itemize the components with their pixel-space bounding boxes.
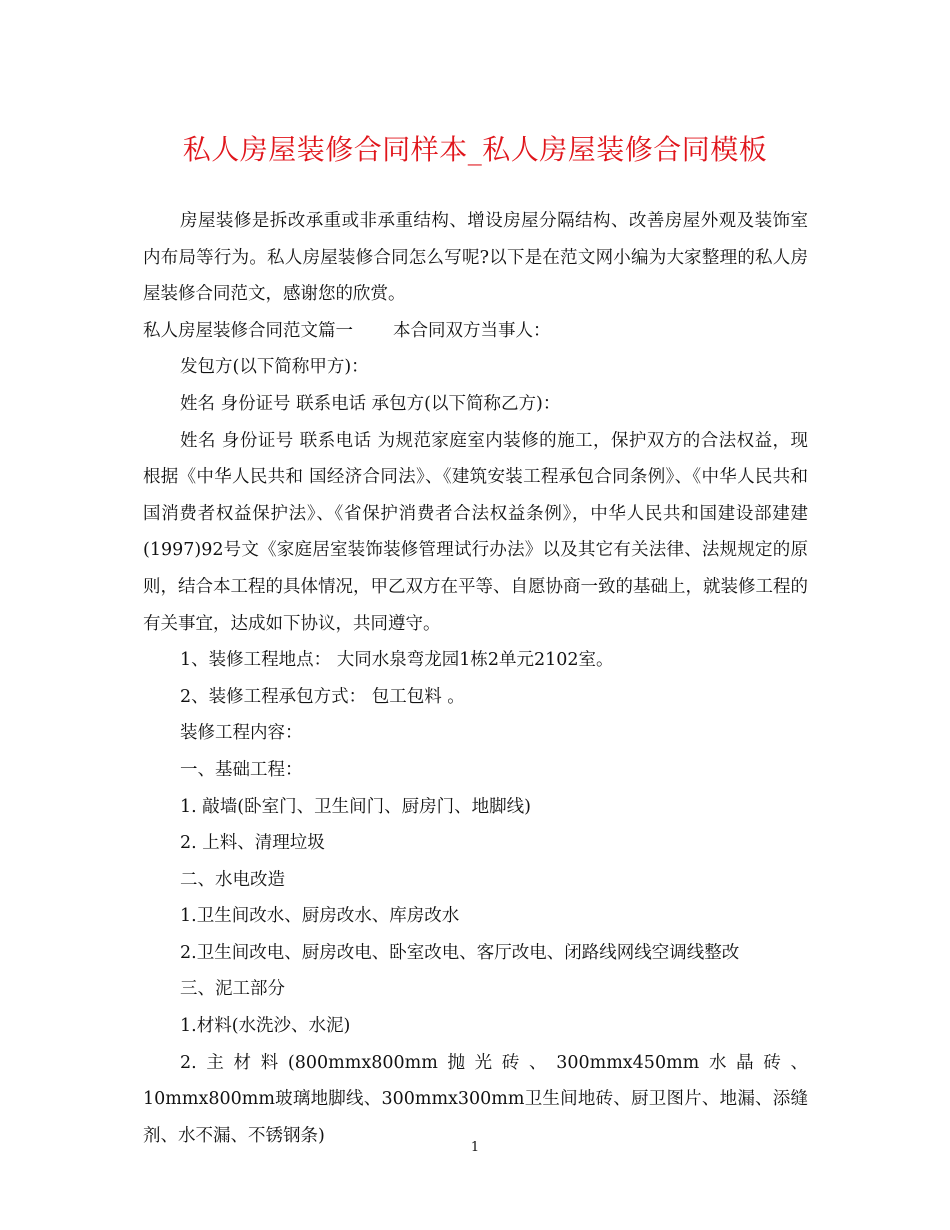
part3-heading: 三、泥工部分 <box>180 979 285 1000</box>
item-method: 2、装修工程承包方式： 包工包料 。 <box>180 686 465 707</box>
basis-paragraph: 姓名 身份证号 联系电话 为规范家庭室内装修的施工，保护双方的合法权益，现根据《中华人民共和 国经济合同法》、《建筑安装工程承包合同条例》、《中华人民共和国消费者权益保护法》、《省保护消费者合法权益条例》，中华人民共和国建设部建建(1997)92号文《家庭居室装饰装修管理试行办法》以及其它有关法律、法规规定的原则，结合本工程的具体情况，甲乙双方在平等、自愿协商一致的基础上，就装修工程的有关事宜，达成如下协议，共同遵守。 <box>143 430 808 634</box>
item-location: 1、装修工程地点： 大同水泉弯龙园1栋2单元2102室。 <box>180 650 614 671</box>
page-number: 1 <box>470 1140 480 1155</box>
document-body <box>143 203 808 1154</box>
part1-item: 1. 敲墙(卧室门、卫生间门、厨房门、地脚线) <box>180 796 531 817</box>
party-a-line: 发包方(以下简称甲方)： <box>180 357 369 378</box>
party-a-fields: 姓名 身份证号 联系电话 承包方(以下简称乙方)： <box>180 393 561 414</box>
section-heading: 私人房屋装修合同范文篇一 <box>143 320 353 341</box>
part2-heading: 二、水电改造 <box>180 869 285 890</box>
part2-item: 1.卫生间改水、厨房改水、库房改水 <box>180 906 460 927</box>
document-title: 私人房屋装修合同样本_私人房屋装修合同模板 <box>182 133 768 166</box>
section-heading-tail: 本合同双方当事人： <box>393 320 551 341</box>
part3-item: 1.材料(水洗沙、水泥) <box>180 1016 351 1037</box>
part1-heading: 一、基础工程： <box>180 759 303 780</box>
part2-item: 2.卫生间改电、厨房改电、卧室改电、客厅改电、闭路线网线空调线整改 <box>180 942 740 963</box>
content-heading: 装修工程内容： <box>180 723 303 744</box>
part1-item: 2. 上料、清理垃圾 <box>180 833 325 854</box>
section-heading-line <box>143 313 808 350</box>
part3-item: 2.主材料(800mmx800mm抛光砖、300mmx450mm水晶砖、10mmx800mm玻璃地脚线、300mmx300mm卫生间地砖、厨卫图片、地漏、添缝剂、水不漏、不锈钢条) <box>143 1052 808 1146</box>
intro-paragraph: 房屋装修是拆改承重或非承重结构、增设房屋分隔结构、改善房屋外观及装饰室内布局等行为。私人房屋装修合同怎么写呢?以下是在范文网小编为大家整理的私人房屋装修合同范文，感谢您的欣赏。 <box>143 211 808 305</box>
